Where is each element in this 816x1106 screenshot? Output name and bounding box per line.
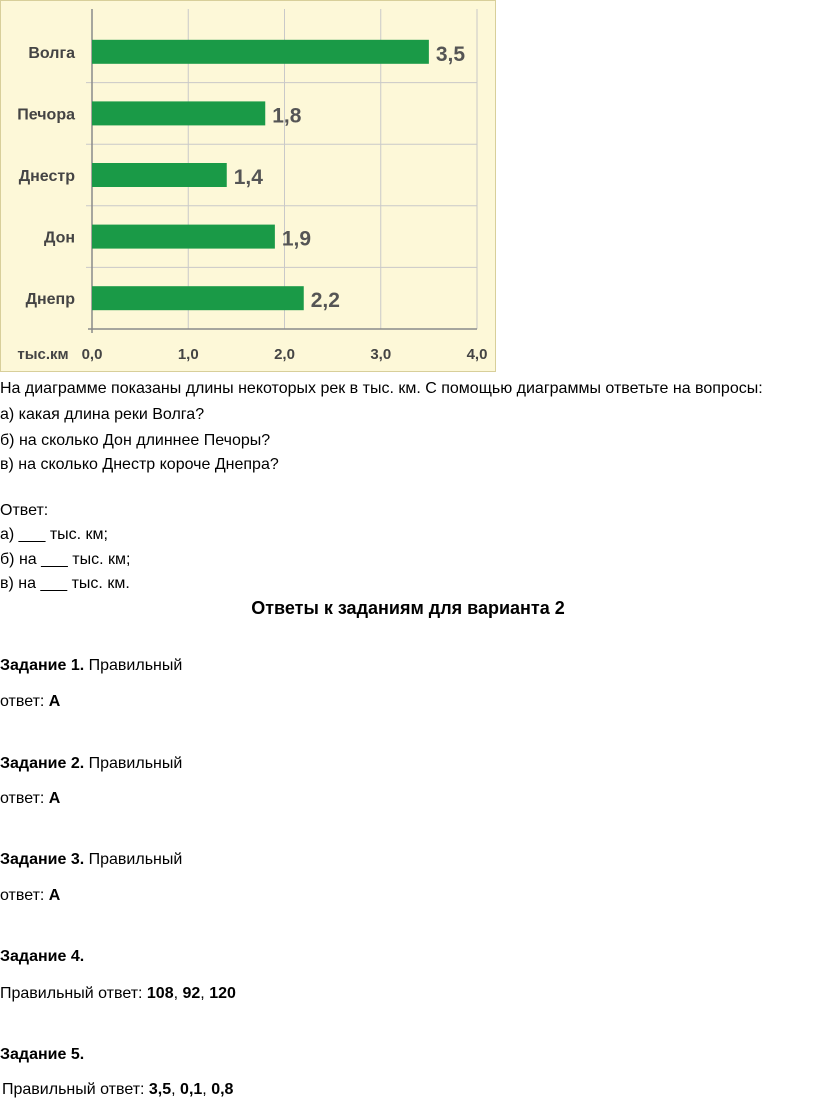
value-label-1: 3,5 [435,42,466,66]
task-5-answer-prefix: Правильный ответ: [2,1081,149,1098]
answer-c: в) на ___ тыс. км. [0,575,130,592]
category-label-1: Волга [28,44,75,62]
task-4-answer-prefix: Правильный ответ: [0,985,147,1002]
answers-title: Ответы к заданиям для варианта 2 [251,598,565,618]
category-label-5: Днепр [25,291,75,309]
task-1-answer [0,690,60,714]
task-5-answer-3: 0,8 [211,1081,234,1098]
task-3-label: Задание 3. [0,851,85,868]
task-2-answer-prefix: ответ: [0,790,49,807]
value-label-5: 2,2 [310,289,340,313]
value-label-3: 1,4 [233,166,263,189]
x-tick-label-1: 0,0 [81,346,103,363]
task-3-answer-prefix: ответ: [0,887,49,904]
task-5-answer: Правильный ответ: 3,5, 0,1, 0,8 [2,1081,234,1098]
bar-4 [92,225,275,249]
bar-1 [92,40,429,64]
task-4-answer-2: 92 [182,985,201,1002]
task-1-label: Задание 1. [0,657,85,674]
task-1-answer-prefix: ответ: [0,693,49,710]
task-2-header [0,752,182,776]
x-tick-label-2: 1,0 [177,346,199,363]
answer-b: б) на ___ тыс. км; [0,551,131,568]
value-label-4: 1,9 [281,227,312,251]
category-label-4: Дон [43,229,75,247]
task-4-answer-1: 108 [146,985,174,1002]
x-tick-label-4: 3,0 [370,346,392,363]
category-label-2: Печора [17,106,75,124]
river-length-chart [0,0,496,372]
bar-3 [92,163,227,187]
task-1-text: Правильный [84,657,183,674]
value-label-2: 1,8 [272,104,302,128]
task-3-text: Правильный [84,851,183,868]
bar-2 [92,101,265,125]
task-5-answer-2: 0,1 [180,1081,203,1098]
bar-5 [92,286,304,310]
x-axis-label: тыс.км [17,346,69,363]
answer-label: Ответ: [0,502,49,519]
x-tick-label-3: 2,0 [274,346,295,363]
task-4-answer-3: 120 [209,985,236,1002]
task-1-answer-value: А [48,693,61,710]
task-2-text: Правильный [84,755,183,772]
question-b: б) на сколько Дон длиннее Печоры? [0,432,271,449]
task-4-answer: Правильный ответ: 108, 92, 120 [0,985,236,1002]
task-4-header [0,945,84,969]
question-c: в) на сколько Днестр короче Днепра? [0,456,279,473]
task-3-header [0,848,182,872]
question-intro: На диаграмме показаны длины некоторых рек в тыс. км. С помощью диаграммы ответьте на вопросы: [0,380,763,397]
task-1-header [0,654,182,678]
task-5-label: Задание 5. [0,1046,85,1063]
category-label-3: Днестр [18,168,75,185]
task-2-answer-value: А [48,790,61,807]
task-2-label: Задание 2. [0,755,85,772]
task-3-answer-value: А [48,887,61,904]
task-3-answer [0,884,60,908]
task-5-answer-1: 3,5 [148,1081,172,1098]
answer-a: а) ___ тыс. км; [0,526,108,543]
bar-chart-svg [1,1,497,373]
task-2-answer [0,787,60,811]
x-tick-label-5: 4,0 [466,346,488,363]
question-a: а) какая длина реки Волга? [0,406,205,423]
task-5-header [0,1043,84,1067]
task-4-label: Задание 4. [0,948,85,965]
